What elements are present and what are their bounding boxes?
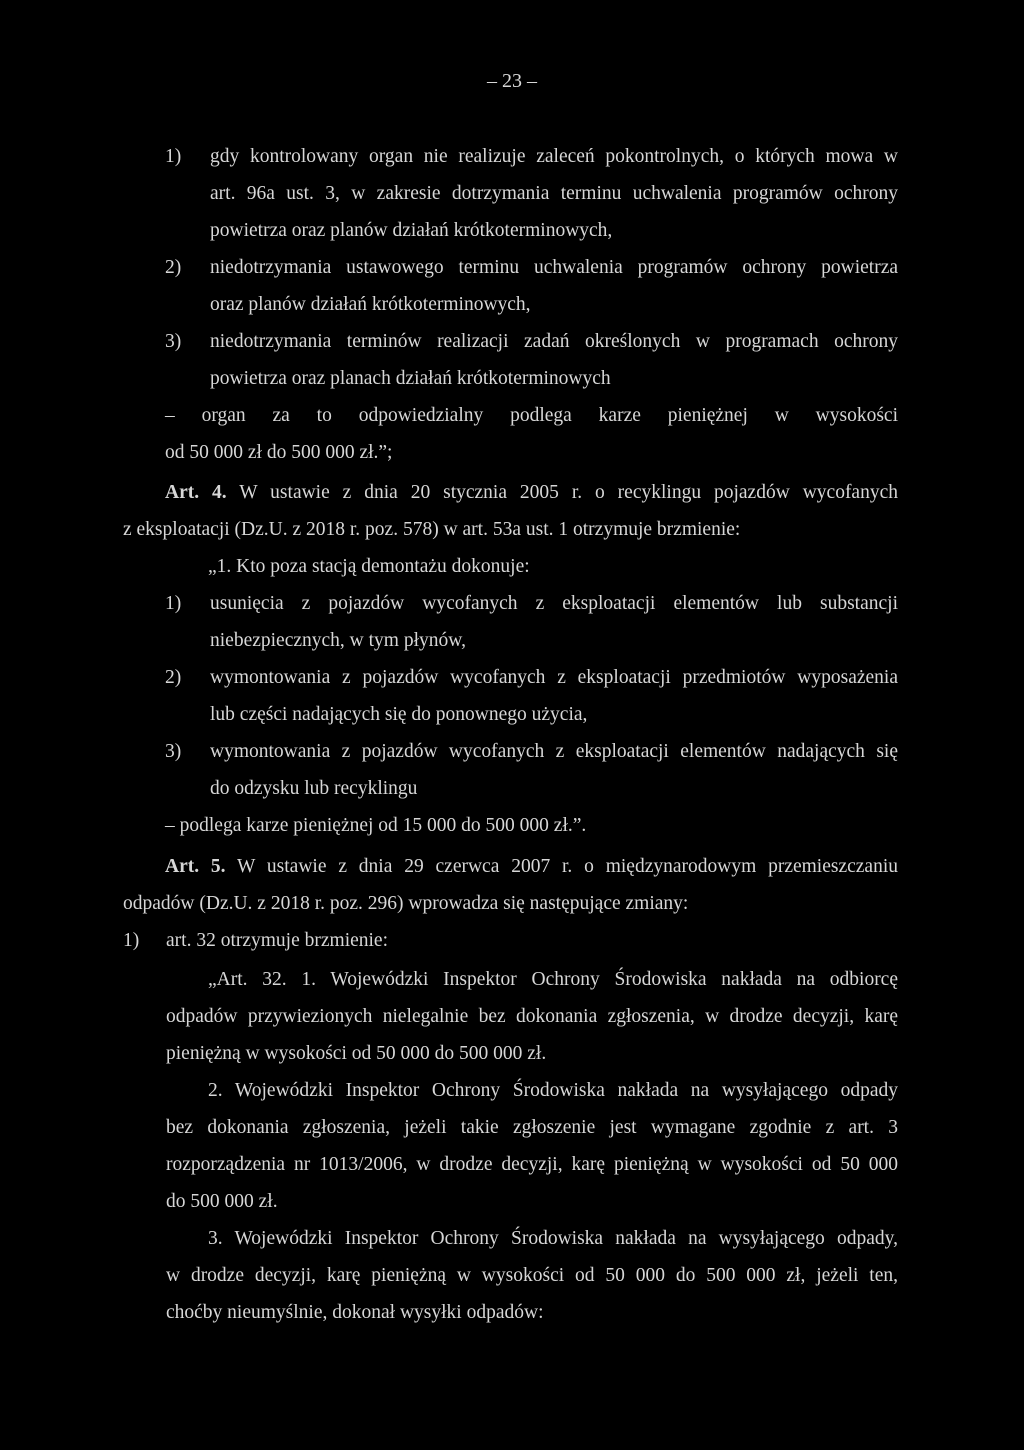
- quote-line: w drodze decyzji, karę pieniężną w wysokości od 50 000 do 500 000 zł, jeżeli ten,: [166, 1265, 898, 1286]
- article-text: W ustawie z dnia 29 czerwca 2007 r. o międzynarodowym przemieszczaniu: [237, 856, 898, 877]
- quote-intro: „1. Kto poza stacją demontażu dokonuje:: [208, 556, 530, 577]
- text-line: gdy kontrolowany organ nie realizuje zaleceń pokontrolnych, o których mowa w: [210, 146, 898, 167]
- closing-line: – podlega karze pieniężnej od 15 000 do 500 000 zł.”.: [165, 815, 587, 836]
- closing-line: – organ za to odpowiedzialny podlega karze pieniężnej w wysokości: [165, 405, 898, 426]
- text-line: niebezpiecznych, w tym płynów,: [210, 630, 466, 651]
- text-line: art. 96a ust. 3, w zakresie dotrzymania terminu uchwalenia programów ochrony: [210, 183, 898, 204]
- text-line: powietrza oraz planów działań krótkoterminowych,: [210, 220, 613, 241]
- text-line: art. 32 otrzymuje brzmienie:: [166, 930, 389, 951]
- item-number: 2): [165, 257, 182, 278]
- text-line: niedotrzymania terminów realizacji zadań określonych w programach ochrony: [210, 331, 898, 352]
- quote-line: 3. Wojewódzki Inspektor Ochrony Środowiska nakłada na wysyłającego odpady,: [208, 1228, 898, 1249]
- text-line: wymontowania z pojazdów wycofanych z eksploatacji przedmiotów wyposażenia: [210, 667, 898, 688]
- article-text: W ustawie z dnia 20 stycznia 2005 r. o recyklingu pojazdów wycofanych: [239, 482, 898, 503]
- text-line: powietrza oraz planach działań krótkoterminowych: [210, 368, 611, 389]
- article-4-heading: [165, 474, 898, 511]
- item-number: 3): [165, 741, 182, 762]
- closing-line: od 50 000 zł do 500 000 zł.”;: [165, 442, 393, 463]
- text-line: usunięcia z pojazdów wycofanych z eksploatacji elementów lub substancji: [210, 593, 898, 614]
- quote-line: odpadów przywiezionych nielegalnie bez dokonania zgłoszenia, w drodze decyzji, karę: [166, 1006, 898, 1027]
- item-number: 1): [165, 146, 182, 167]
- article-text-line: odpadów (Dz.U. z 2018 r. poz. 296) wprowadza się następujące zmiany:: [123, 893, 689, 914]
- quote-line: choćby nieumyślnie, dokonał wysyłki odpadów:: [166, 1302, 544, 1323]
- quote-line: rozporządzenia nr 1013/2006, w drodze decyzji, karę pieniężną w wysokości od 50 000: [166, 1154, 898, 1175]
- page-number: – 23 –: [487, 70, 537, 92]
- quote-line: do 500 000 zł.: [166, 1191, 278, 1212]
- article-5-heading: [165, 848, 898, 885]
- quote-line: bez dokonania zgłoszenia, jeżeli takie zgłoszenie jest wymagane zgodnie z art. 3: [166, 1117, 898, 1138]
- article-label: Art. 4.: [165, 482, 227, 503]
- quote-line: 2. Wojewódzki Inspektor Ochrony Środowiska nakłada na wysyłającego odpady: [208, 1080, 898, 1101]
- text-line: lub części nadających się do ponownego użycia,: [210, 704, 588, 725]
- item-number: 1): [165, 593, 182, 614]
- article-text-line: z eksploatacji (Dz.U. z 2018 r. poz. 578) w art. 53a ust. 1 otrzymuje brzmienie:: [123, 519, 741, 540]
- item-number: 2): [165, 667, 182, 688]
- quote-line: „Art. 32. 1. Wojewódzki Inspektor Ochrony Środowiska nakłada na odbiorcę: [208, 969, 898, 990]
- quote-line: pieniężną w wysokości od 50 000 do 500 000 zł.: [166, 1043, 547, 1064]
- text-line: oraz planów działań krótkoterminowych,: [210, 294, 531, 315]
- item-number: 3): [165, 331, 182, 352]
- text-line: wymontowania z pojazdów wycofanych z eksploatacji elementów nadających się: [210, 741, 898, 762]
- article-label: Art. 5.: [165, 856, 226, 877]
- text-line: do odzysku lub recyklingu: [210, 778, 418, 799]
- text-line: niedotrzymania ustawowego terminu uchwalenia programów ochrony powietrza: [210, 257, 898, 278]
- item-number: 1): [123, 930, 140, 951]
